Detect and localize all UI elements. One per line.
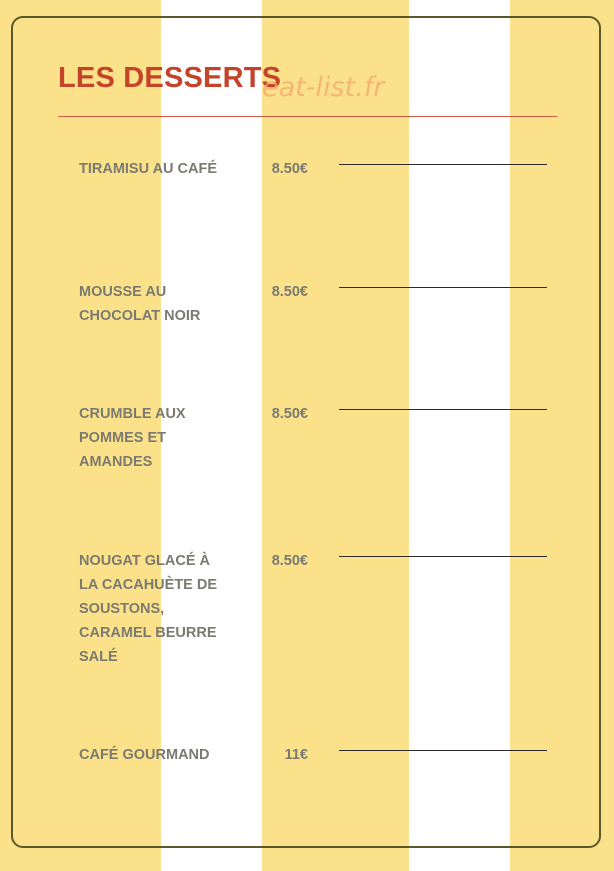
menu-item-price: 11€ [284,747,308,763]
title-divider [58,116,557,117]
menu-item-line [339,409,547,410]
menu-item-price: 8.50€ [271,161,308,177]
menu-item-line [339,750,547,751]
menu-item-name: MOUSSE AU CHOCOLAT NOIR [79,284,201,324]
menu-item-price: 8.50€ [271,406,308,422]
menu-item-name: CAFÉ GOURMAND [79,747,210,763]
menu-item-line [339,164,547,165]
site-watermark: eat-list.fr [262,72,385,103]
menu-item-name: NOUGAT GLACÉ À LA CACAHUÈTE DE SOUSTONS, CARAMEL BEURRE SALÉ [79,553,218,665]
menu-item-price: 8.50€ [271,553,308,569]
menu-item-name: TIRAMISU AU CAFÉ [79,161,218,177]
menu-item-line [339,287,547,288]
menu-title: LES DESSERTS [58,62,282,94]
menu-item-name: CRUMBLE AUX POMMES ET AMANDES [79,406,186,470]
menu-item-price: 8.50€ [271,284,308,300]
menu-item-line [339,556,547,557]
